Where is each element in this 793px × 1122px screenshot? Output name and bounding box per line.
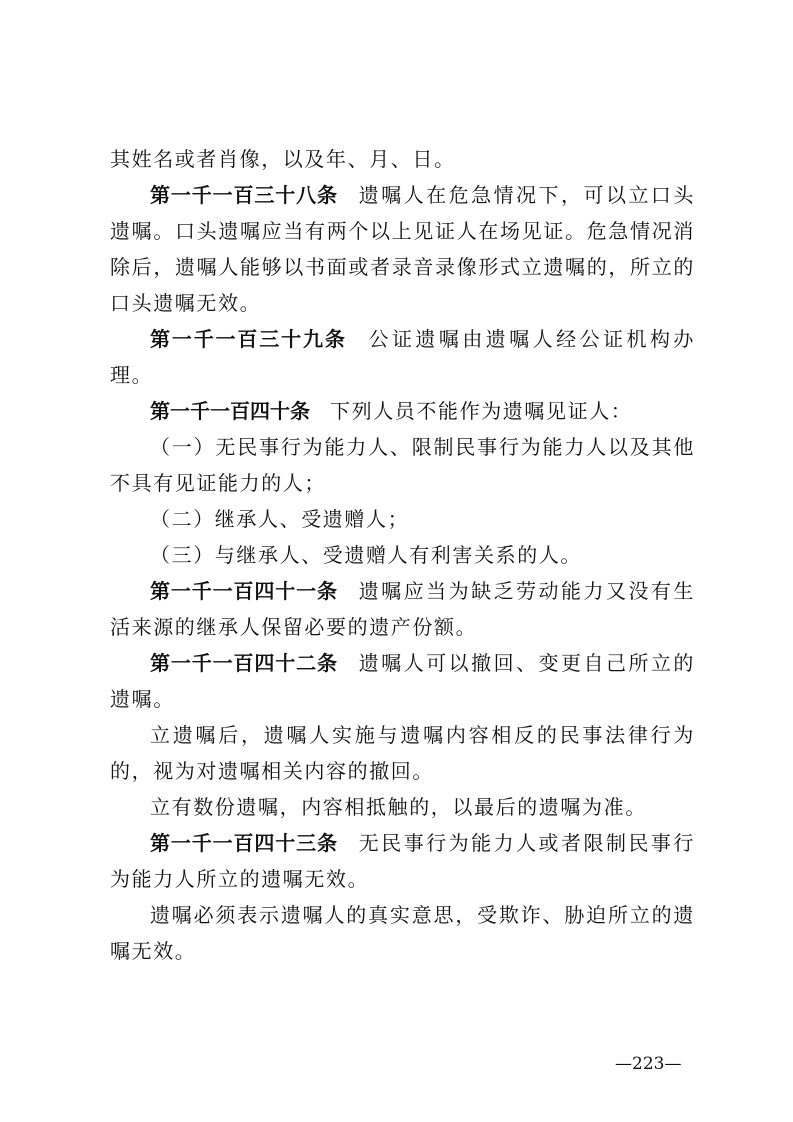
paragraph-text: 遗嘱应当为缺乏劳动能力又没有生活来源的继承人保留必要的遗产份额。 [110,579,695,639]
article-heading: 第一千一百四十一条 [150,579,338,603]
paragraph-text: 遗嘱人在危急情况下，可以立口头遗嘱。口头遗嘱应当有两个以上见证人在场见证。危急情况消除后，遗嘱人能够以书面或者录音录像形式立遗嘱的，所立的口头遗嘱无效。 [110,183,695,315]
article-1141 [110,573,695,645]
paragraph-text: 下列人员不能作为遗嘱见证人： [330,399,633,423]
paragraph-text: 立遗嘱后，遗嘱人实施与遗嘱内容相反的民事法律行为的，视为对遗嘱相关内容的撤回。 [110,723,695,783]
paragraph-text: （二）继承人、受遗赠人； [150,507,410,531]
article-1143 [110,825,695,897]
list-item [110,501,695,537]
paragraph-text: 遗嘱人可以撤回、变更自己所立的遗嘱。 [110,651,695,711]
paragraph-text: （一）无民事行为能力人、限制民事行为能力人以及其他不具有见证能力的人； [110,435,695,495]
article-1140 [110,393,695,429]
paragraph-continuation [110,141,695,177]
paragraph [110,717,695,789]
article-heading: 第一千一百四十三条 [150,831,338,855]
article-heading: 第一千一百四十二条 [150,651,338,675]
paragraph-text: 无民事行为能力人或者限制民事行为能力人所立的遗嘱无效。 [110,831,695,891]
article-heading: 第一千一百三十九条 [150,327,347,351]
page-number: —223— [615,1054,682,1074]
article-1138 [110,177,695,321]
paragraph-text: 立有数份遗嘱，内容相抵触的，以最后的遗嘱为准。 [150,795,647,819]
article-1142 [110,645,695,717]
list-item [110,537,695,573]
paragraph-text: （三）与继承人、受遗赠人有利害关系的人。 [150,543,582,567]
body-text [110,141,695,969]
article-1139 [110,321,695,393]
paragraph-text: 其姓名或者肖像，以及年、月、日。 [110,147,456,171]
paragraph-text: 公证遗嘱由遗嘱人经公证机构办理。 [110,327,695,387]
paragraph [110,897,695,969]
article-heading: 第一千一百三十八条 [150,183,338,207]
paragraph-text: 遗嘱必须表示遗嘱人的真实意思，受欺诈、胁迫所立的遗嘱无效。 [110,903,695,963]
paragraph [110,789,695,825]
article-heading: 第一千一百四十条 [150,399,310,423]
list-item [110,429,695,501]
